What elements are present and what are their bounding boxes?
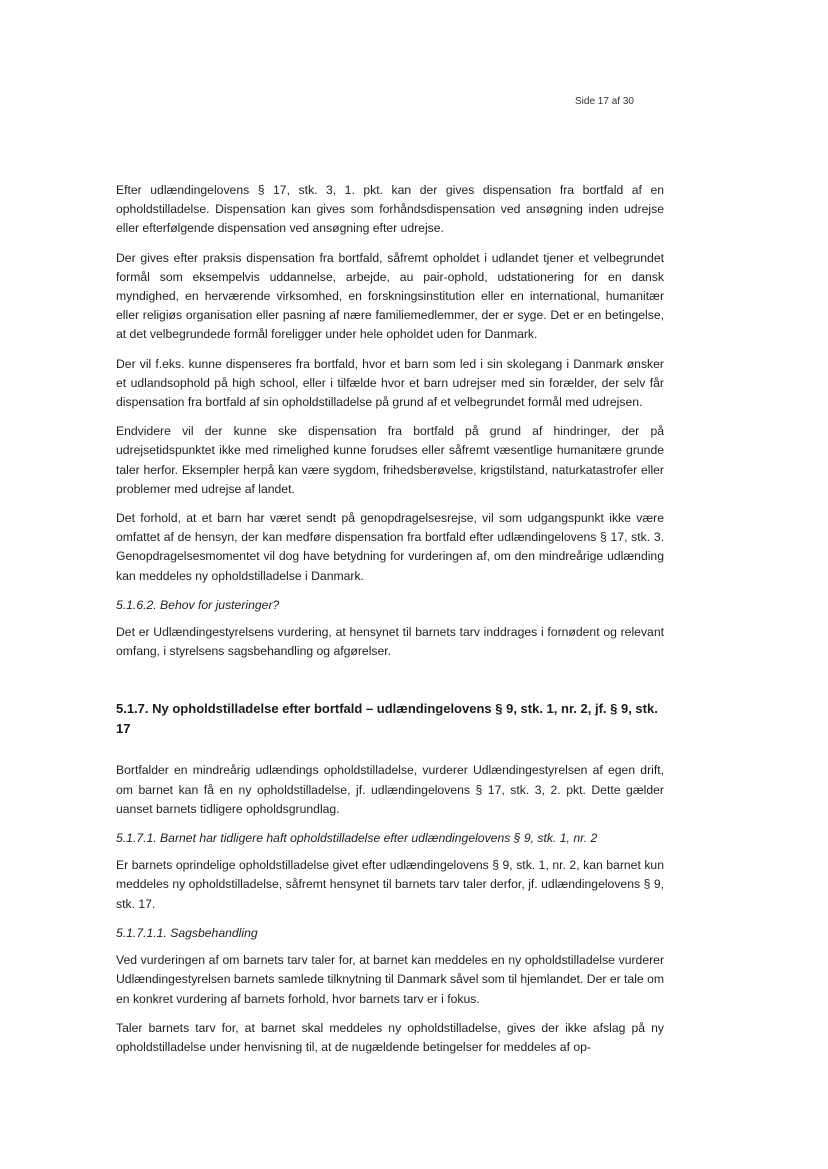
paragraph: Det forhold, at et barn har været sendt på genopdragelsesrejse, vil som udgangspunkt ikke være omfattet af de hensyn, der kan medføre dispensation fra bortfald efter udlændingelovens § 17, stk. 3. Genopdragelsesmomentet vil dog have betydning for vurderingen af, om den mindreårige udlænding kan meddeles ny opholdstilladelse i Danmark. <box>116 511 664 583</box>
subheading-5-1-7-1: 5.1.7.1. Barnet har tidligere haft opholdstilladelse efter udlændingelovens § 9, stk. 1, nr. 2 <box>116 831 598 846</box>
subheading-5-1-7-1-1: 5.1.7.1.1. Sagsbehandling <box>116 925 258 940</box>
subheading-5-1-6-2: 5.1.6.2. Behov for justeringer? <box>116 597 280 612</box>
paragraph: Der gives efter praksis dispensation fra bortfald, såfremt opholdet i udlandet tjener et velbegrundet formål som eksempelvis uddannelse, arbejde, au pair-ophold, udstationering for en dansk myndighed, en herværende virksomhed, en forskningsinstitution eller en international, humanitær eller religiøs organisation eller pasning af nære familiemedlemmer, der er syge. Det er en betingelse, at det velbegrundede formål foreligger under hele opholdet uden for Danmark. <box>116 250 664 342</box>
page-number: Side 17 af 30 <box>575 96 634 107</box>
paragraph: Efter udlændingelovens § 17, stk. 3, 1. pkt. kan der gives dispensation fra bortfald af en opholdstilladelse. Dispensation kan gives som forhåndsdispensation ved ansøgning inden udrejse eller efterfølgende dispensation ved ansøgning efter udrejse. <box>116 183 664 236</box>
paragraph: Er barnets oprindelige opholdstilladelse givet efter udlændingelovens § 9, stk. 1, nr. 2, kan barnet kun meddeles ny opholdstilladelse, såfremt hensynet til barnets tarv taler derfor, jf. udlændingelovens § 9, stk. 17. <box>116 858 664 911</box>
paragraph: Bortfalder en mindreårig udlændings opholdstilladelse, vurderer Udlændingestyrelsen af egen drift, om barnet kan få en ny opholdstilladelse, jf. udlændingelovens § 17, stk. 3, 2. pkt. Dette gælder uanset barnets tidligere opholdsgrundlag. <box>116 763 664 816</box>
paragraph: Det er Udlændingestyrelsens vurdering, at hensynet til barnets tarv inddrages i fornødent og relevant omfang, i styrelsens sagsbehandling og afgørelser. <box>116 625 664 659</box>
paragraph: Ved vurderingen af om barnets tarv taler for, at barnet kan meddeles en ny opholdstilladelse vurderer Udlændingestyrelsen barnets samlede tilknytning til Danmark såvel som til hjemlandet. Der er tale om en konkret vurdering af barnets forhold, hvor barnets tarv er i fokus. <box>116 953 665 1006</box>
section-heading-5-1-7: 5.1.7. Ny opholdstilladelse efter bortfald – udlændingelovens § 9, stk. 1, nr. 2, jf. § 9, stk. 17 <box>116 701 658 737</box>
paragraph: Der vil f.eks. kunne dispenseres fra bortfald, hvor et barn som led i sin skolegang i Danmark ønsker et udlandsophold på high school, eller i tilfælde hvor et barn udrejser med sin forælder, der selv får dispensation fra bortfald af sin opholdstilladelse på grund af et velbegrundet formål med udrejsen. <box>116 356 664 410</box>
paragraph: Endvidere vil der kunne ske dispensation fra bortfald på grund af hindringer, der på udrejsetidspunktet ikke med rimelighed kunne forudses eller såfremt væsentlige humanitære grunde taler herfor. Eksempler herpå kan være sygdom, frihedsberøvelse, krigstilstand, naturkatastrofer eller problemer med udrejse af landet. <box>116 424 664 496</box>
paragraph: Taler barnets tarv for, at barnet skal meddeles ny opholdstilladelse, gives der ikke afslag på ny opholdstilladelse under henvisning til, at de nugældende betingelser for meddeles af op- <box>116 1020 664 1054</box>
document-body <box>116 181 664 1067</box>
